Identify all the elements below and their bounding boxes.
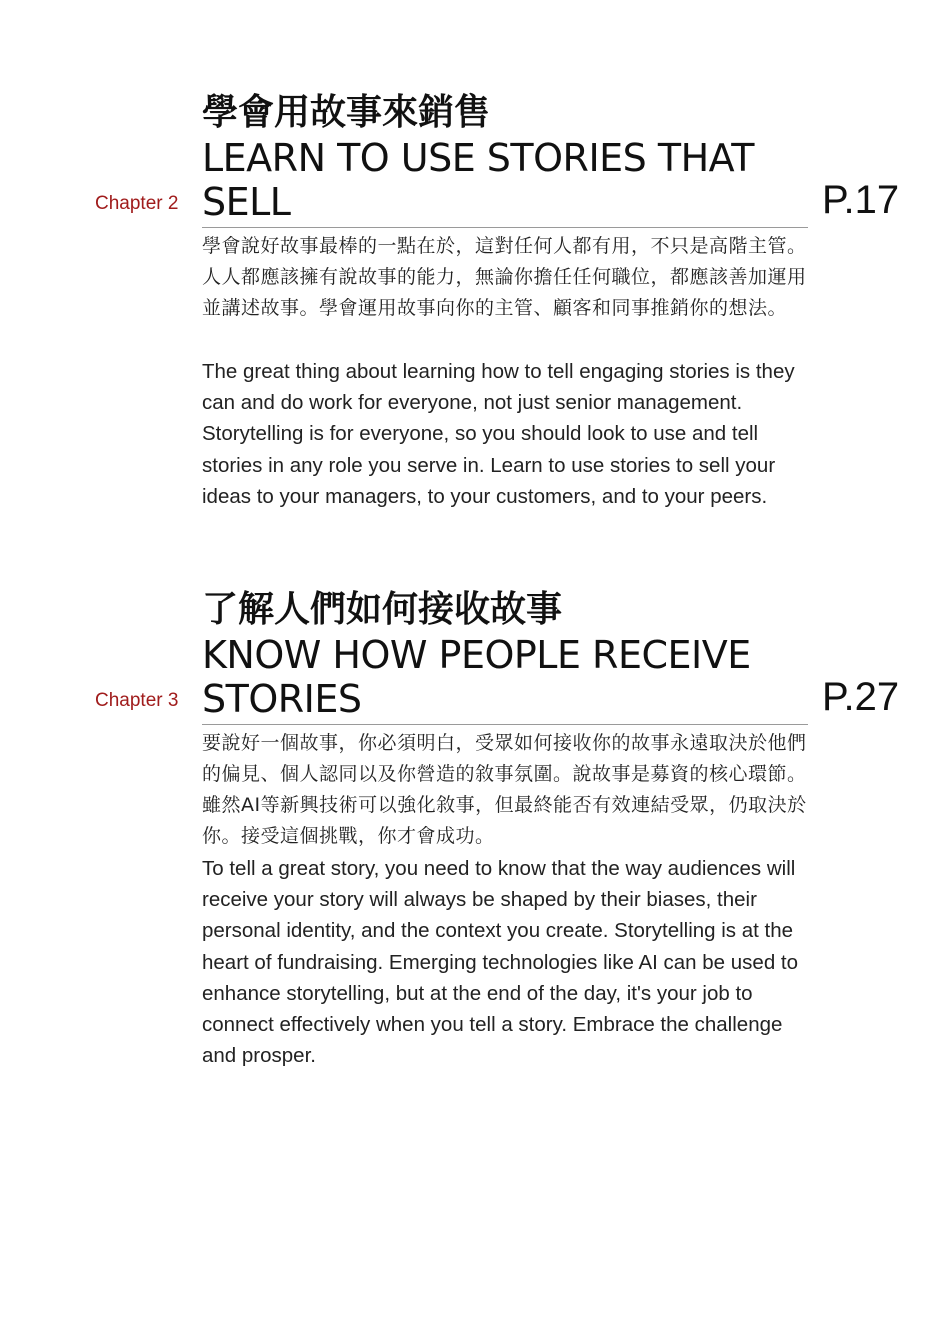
chapter-title-en: LEARN TO USE STORIES THAT SELL	[202, 136, 754, 224]
chapter-title	[202, 90, 842, 224]
divider	[202, 724, 808, 725]
chapter-label: Chapter 3	[95, 690, 179, 711]
description-en: The great thing about learning how to tell engaging stories is they can and do work for everyone, not just senior management. Storytelling is for everyone, so you should look to use and tell stories in any role you serve in. Learn to use stories to sell your ideas to your managers, to your customers, and to your peers.	[202, 360, 795, 508]
page-number: P.17	[822, 178, 900, 222]
description-en: To tell a great story, you need to know that the way audiences will receive your story will always be shaped by their biases, their personal identity, and the context you create. Storytelling is at the heart of fundraising. Emerging technologies like AI can be used to enhance storytelling, but at the end of the day, it's your job to connect effectively when you tell a story. Embrace the challenge and prosper.	[202, 857, 799, 1068]
chapter-title-zh: 了解人們如何接收故事	[202, 589, 563, 630]
chapter-title-zh: 學會用故事來銷售	[202, 92, 491, 133]
page-number: P.27	[822, 675, 900, 719]
chapter-title	[202, 587, 842, 721]
description-zh: 要說好一個故事，你必須明白，受眾如何接收你的故事永遠取決於他們的偏見、個人認同以及你營造的敘事氛圍。說故事是募資的核心環節。雖然AI等新興技術可以強化敘事，但最終能否有效連結受眾，仍取決於你。接受這個挑戰，你才會成功。	[202, 732, 807, 847]
description-zh: 學會說好故事最棒的一點在於，這對任何人都有用，不只是高階主管。人人都應該擁有說故事的能力，無論你擔任任何職位，都應該善加運用並講述故事。學會運用故事向你的主管、顧客和同事推銷你的想法。	[202, 235, 807, 319]
divider	[202, 227, 808, 228]
chapter-title-en: KNOW HOW PEOPLE RECEIVE STORIES	[202, 633, 751, 721]
chapter-label: Chapter 2	[95, 193, 179, 214]
